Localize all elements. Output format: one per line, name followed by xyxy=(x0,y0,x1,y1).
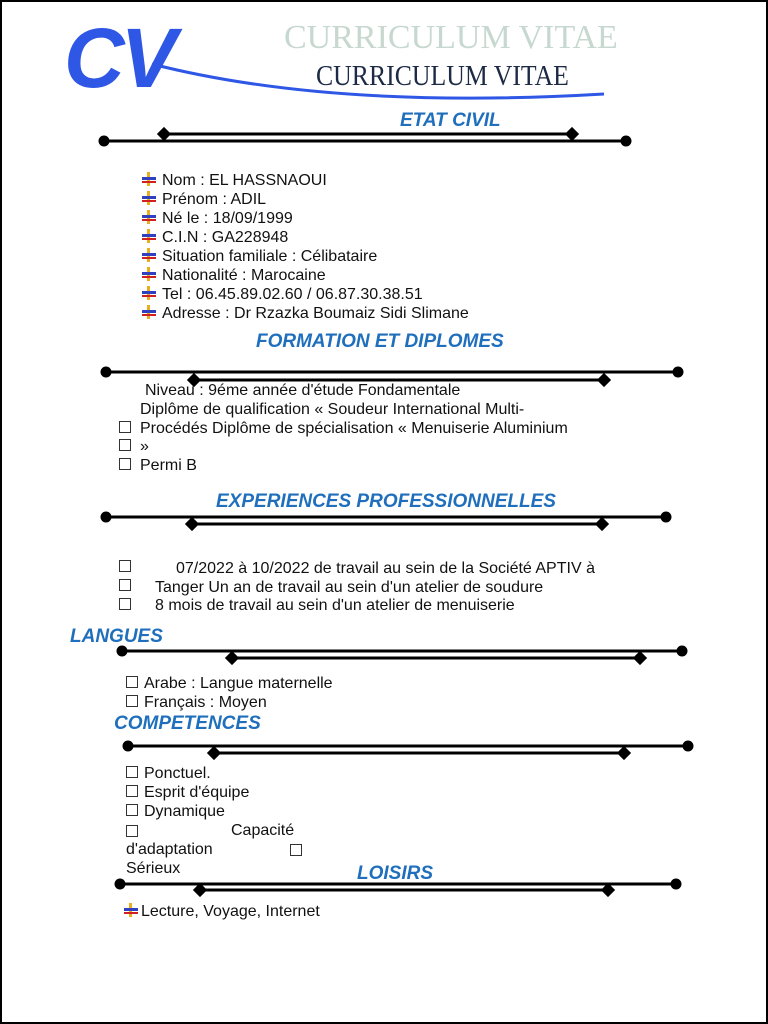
checkbox-glyph xyxy=(126,785,138,797)
item-text: C.I.N : GA228948 xyxy=(162,229,289,246)
section-title-formation: FORMATION ET DIPLOMES xyxy=(256,331,504,352)
competence-item xyxy=(126,764,211,783)
section-title-etat-civil: ETAT CIVIL xyxy=(400,110,501,131)
item-text: Esprit d'équipe xyxy=(144,784,250,801)
experience-item: 07/2022 à 10/2022 de travail au sein de la Société APTIV à xyxy=(176,560,595,577)
list-item xyxy=(142,171,469,190)
checkbox-glyph xyxy=(119,560,131,572)
competence-item: d'adaptation xyxy=(126,841,213,858)
formation-item: Niveau : 9éme année d'étude Fondamentale xyxy=(145,382,461,399)
checkbox-glyph xyxy=(126,825,138,837)
item-text: Nom : EL HASSNAOUI xyxy=(162,172,327,189)
item-text: Dynamique xyxy=(144,803,225,820)
section-title-competences: COMPETENCES xyxy=(114,713,261,734)
list-item xyxy=(142,209,469,228)
item-text: Arabe : Langue maternelle xyxy=(144,675,333,692)
checkbox-glyph xyxy=(119,439,131,451)
section-title-experiences: EXPERIENCES PROFESSIONNELLES xyxy=(216,491,556,512)
checkbox-glyph xyxy=(119,421,131,433)
checkbox-glyph xyxy=(126,804,138,816)
langue-item xyxy=(126,674,333,693)
loisir-item xyxy=(124,902,320,921)
cross-bullet-icon xyxy=(142,267,156,281)
item-text: Français : Moyen xyxy=(144,694,267,711)
cross-bullet-icon xyxy=(142,305,156,319)
cross-bullet-icon xyxy=(142,286,156,300)
formation-item: Diplôme de qualification « Soudeur International Multi- xyxy=(140,401,525,418)
item-text: Né le : 18/09/1999 xyxy=(162,210,293,227)
competence-item xyxy=(126,802,225,821)
section-title-langues: LANGUES xyxy=(70,626,163,647)
title-main: CURRICULUM VITAE xyxy=(316,61,569,92)
formation-item: » xyxy=(140,438,149,455)
checkbox-glyph xyxy=(126,766,138,778)
experience-item: Tanger Un an de travail au sein d'un atelier de soudure xyxy=(155,579,544,596)
section-title-loisirs: LOISIRS xyxy=(357,863,434,884)
list-item xyxy=(142,247,469,266)
item-text: Lecture, Voyage, Internet xyxy=(141,903,320,920)
cross-bullet-icon xyxy=(142,191,156,205)
competence-item: Sérieux xyxy=(126,860,181,877)
item-text: Nationalité : Marocaine xyxy=(162,267,326,284)
cross-bullet-icon xyxy=(124,903,138,917)
list-item xyxy=(142,285,469,304)
list-item xyxy=(142,304,469,323)
list-item xyxy=(142,228,469,247)
cross-bullet-icon xyxy=(142,172,156,186)
checkbox-glyph xyxy=(126,676,138,688)
checkbox-glyph xyxy=(126,695,138,707)
competence-item: Capacité xyxy=(231,822,295,839)
cross-bullet-icon xyxy=(142,248,156,262)
checkbox-glyph xyxy=(119,579,131,591)
checkbox-glyph xyxy=(119,458,131,470)
cv-logo: CV xyxy=(64,11,173,105)
cross-bullet-icon xyxy=(142,229,156,243)
list-item xyxy=(142,190,469,209)
item-text: Tel : 06.45.89.02.60 / 06.87.30.38.51 xyxy=(162,286,423,303)
item-text: Adresse : Dr Rzazka Boumaiz Sidi Slimane xyxy=(162,305,469,322)
item-text: Ponctuel. xyxy=(144,765,211,782)
title-ghost: CURRICULUM VITAE xyxy=(284,19,618,56)
formation-item: Permi B xyxy=(140,457,197,474)
checkbox-glyph xyxy=(119,598,131,610)
formation-item: Procédés Diplôme de spécialisation « Menuiserie Aluminium xyxy=(140,420,568,437)
item-text: Prénom : ADIL xyxy=(162,191,267,208)
competence-item xyxy=(126,783,249,802)
experience-item: 8 mois de travail au sein d'un atelier de menuiserie xyxy=(155,597,515,614)
checkbox-glyph xyxy=(290,844,302,856)
item-text: Situation familiale : Célibataire xyxy=(162,248,378,265)
etat-civil-list xyxy=(142,171,469,323)
list-item xyxy=(142,266,469,285)
langue-item xyxy=(126,693,267,712)
cross-bullet-icon xyxy=(142,210,156,224)
